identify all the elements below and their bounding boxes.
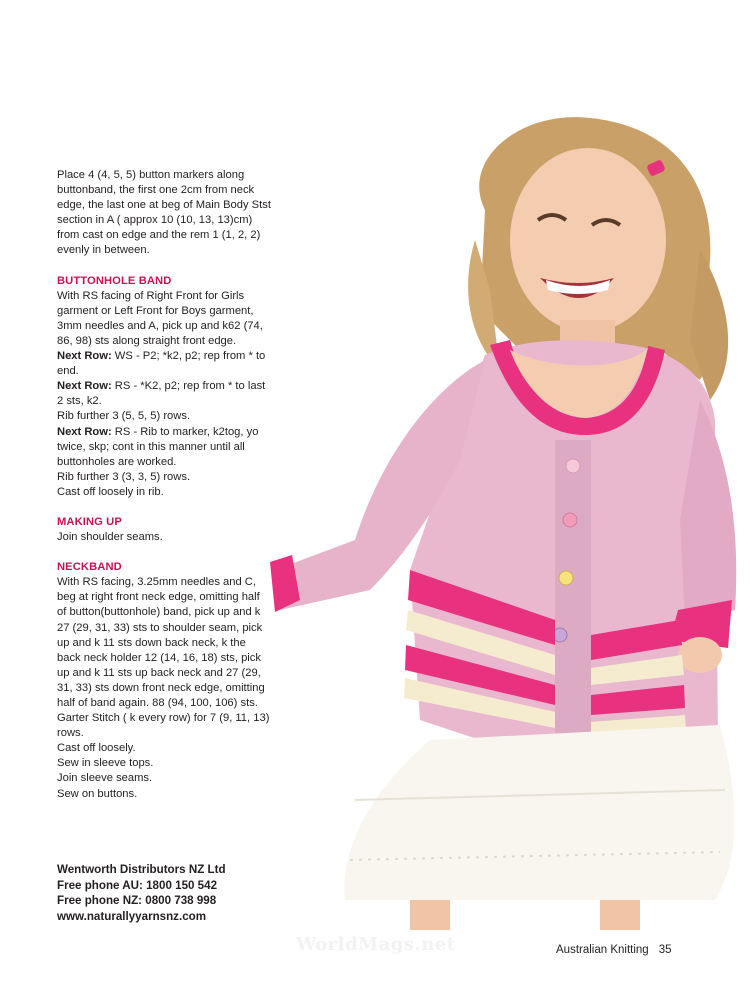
making-up-heading: MAKING UP — [57, 515, 122, 528]
next-row-label: Next Row: — [57, 350, 112, 363]
garter-stitch: Garter Stitch ( k every row) for 7 (9, 11, 13) rows. — [57, 712, 270, 740]
watermark: WorldMags.net — [296, 934, 456, 955]
next-row-label: Next Row: — [57, 380, 112, 393]
website-link[interactable]: www.naturallyyarnsnz.com — [57, 909, 207, 923]
buttonhole-band-heading: BUTTONHOLE BAND — [57, 274, 172, 287]
pattern-text-column — [57, 168, 272, 802]
sew-on-buttons: Sew on buttons. — [57, 787, 138, 800]
cast-off-rib: Cast off loosely in rib. — [57, 485, 164, 498]
next-row-label: Next Row: — [57, 425, 112, 438]
next-row-2: Next Row: RS - *K2, p2; rep from * to last 2 sts, k2. — [57, 380, 266, 408]
intro-paragraph: Place 4 (4, 5, 5) button markers along buttonband, the first one 2cm from neck edge, the last one at beg of Main Body Stst section in A ( approx 10 (10, 13, 13)cm) from cast on edge and the rem 1 (1, 2, 2) evenly in between. — [57, 169, 271, 257]
magazine-name: Australian Knitting — [556, 944, 649, 956]
page-footer — [556, 944, 672, 956]
phone-au: Free phone AU: 1800 150 542 — [57, 878, 218, 892]
phone-nz: Free phone NZ: 0800 738 998 — [57, 894, 217, 907]
company-name: Wentworth Distributors NZ Ltd — [57, 863, 226, 876]
neckband-heading: NECKBAND — [57, 561, 122, 574]
page-number: 35 — [658, 944, 672, 956]
rib-further-2: Rib further 3 (3, 3, 5) rows. — [57, 470, 191, 483]
face — [510, 148, 666, 332]
cast-off-loosely: Cast off loosely. — [57, 742, 136, 755]
neckband-instruction: With RS facing, 3.25mm needles and C, beg at right front neck edge, omitting half of button(buttonhole) band, pick up and k 27 (29, 31, 33) sts to shoulder seam, pick up and k 11 sts down back neck, k the back neck holder 12 (14, 16, 18) sts, pick up and k 11 sts up back neck and 27 (29, 31, 33) sts down front neck edge, omitting half of band again. 88 (94, 100, 106) sts. — [57, 576, 265, 709]
stockist-contact — [57, 862, 297, 924]
next-row-1: Next Row: WS - P2; *k2, p2; rep from * to end. — [57, 350, 266, 378]
child-cardigan-photo — [270, 100, 750, 930]
buttonhole-instruction: With RS facing of Right Front for Girls garment or Left Front for Boys garment, 3mm needles and A, pick up and k62 (74, 86, 98) sts along straight front edge. — [57, 289, 263, 347]
join-sleeve-seams: Join sleeve seams. — [57, 772, 153, 785]
making-up-text: Join shoulder seams. — [57, 531, 163, 544]
sew-sleeve-tops: Sew in sleeve tops. — [57, 757, 154, 770]
rib-further-1: Rib further 3 (5, 5, 5) rows. — [57, 410, 191, 423]
skirt — [344, 725, 734, 900]
next-row-3: Next Row: RS - Rib to marker, k2tog, yo twice, skp; cont in this manner until all buttonholes are worked. — [57, 425, 259, 468]
button-band — [555, 440, 591, 770]
